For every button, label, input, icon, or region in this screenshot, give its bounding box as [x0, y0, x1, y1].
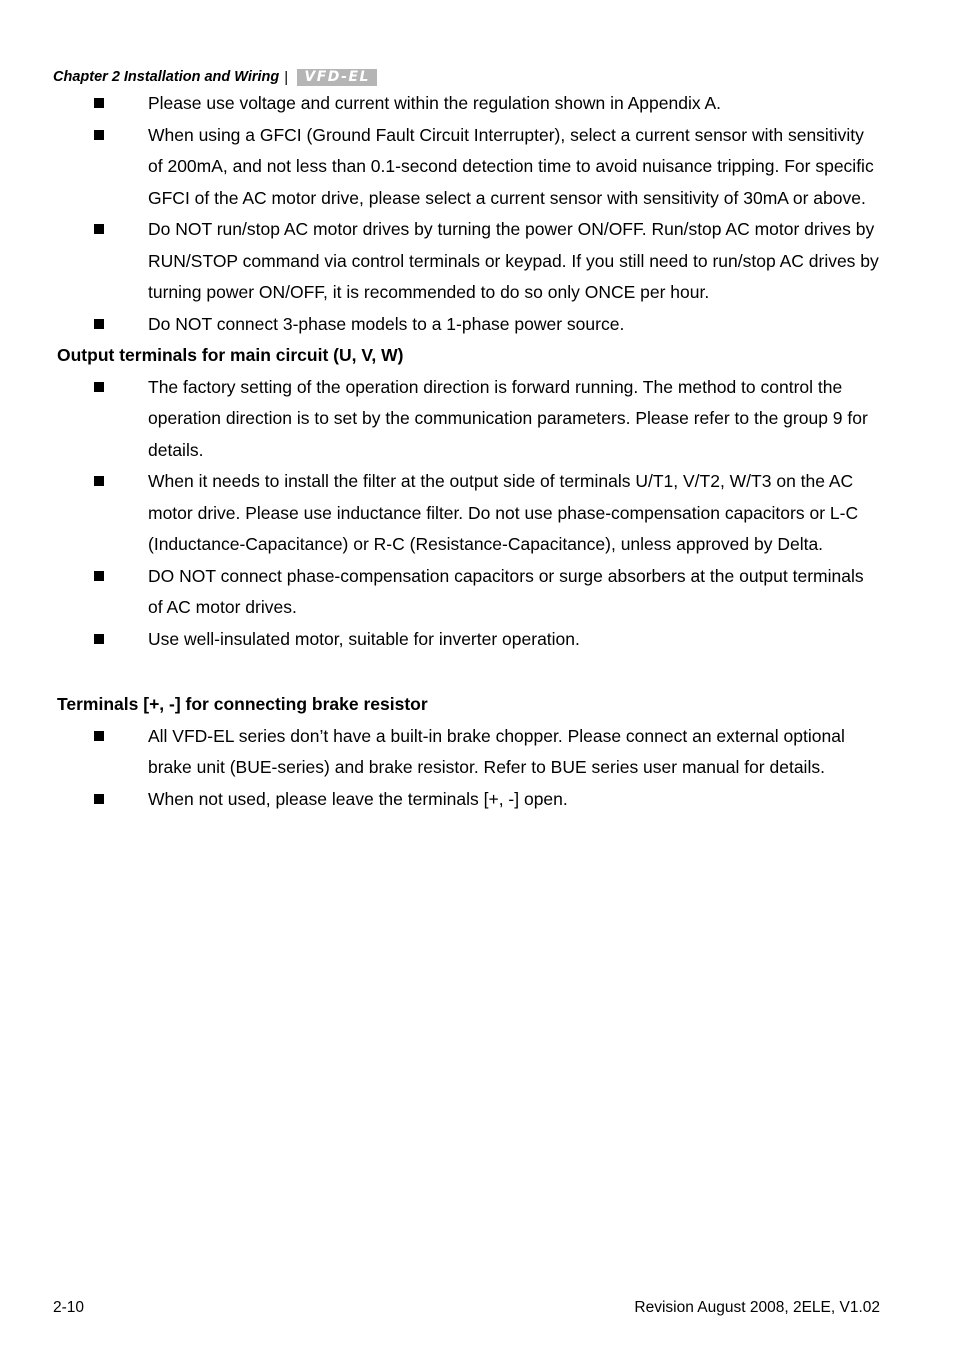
square-bullet-icon [94, 98, 104, 108]
list-item [0, 120, 954, 215]
list-item-text: All VFD-EL series don’t have a built-in brake chopper. Please connect an external optional brake unit (BUE-series) and brake resistor. Refer to BUE series user manual for details. [148, 725, 845, 777]
list-item-text: The factory setting of the operation direction is forward running. The method to control the operation direction is to set by the communication parameters. Please refer to the group 9 for details. [148, 376, 868, 460]
list-item-text: Do NOT connect 3-phase models to a 1-phase power source. [148, 313, 625, 334]
square-bullet-icon [94, 634, 104, 644]
square-bullet-icon [94, 224, 104, 234]
list-item [0, 721, 954, 784]
list-item-text: Do NOT run/stop AC motor drives by turning the power ON/OFF. Run/stop AC motor drives by RUN/STOP command via control terminals or keypad. If you still need to run/stop AC drives by turning power ON/OFF, it is recommended to do so only ONCE per hour. [148, 219, 879, 302]
list-item [0, 561, 954, 624]
square-bullet-icon [94, 382, 104, 392]
header-separator: | [284, 68, 289, 86]
square-bullet-icon [94, 571, 104, 581]
list-item [0, 214, 954, 309]
power-supply-notes-list [0, 88, 954, 340]
list-item-text: When using a GFCI (Ground Fault Circuit Interrupter), select a current sensor with sensitivity of 200mA, and not less than 0.1-second detection time to avoid nuisance tripping. For specific GFCI of the AC motor drive, please select a current sensor with sensitivity of 30mA or above. [148, 124, 874, 208]
list-item [0, 784, 954, 816]
page-header [53, 66, 377, 88]
brake-resistor-heading: Terminals [+, -] for connecting brake resistor [57, 694, 428, 714]
list-item-text: When it needs to install the filter at the output side of terminals U/T1, V/T2, W/T3 on the AC motor drive. Please use inductance filter. Do not use phase-compensation capacitors or L-C (Inductance-Capacitance) or R-C (Resistance-Capacitance), unless approved by Delta. [148, 471, 859, 554]
page-number: 2-10 [53, 1299, 85, 1316]
output-terminals-list [0, 372, 954, 656]
page-content [0, 88, 954, 815]
brake-resistor-list [0, 721, 954, 816]
chapter-title: Chapter 2 Installation and Wiring [53, 69, 280, 85]
list-item [0, 466, 954, 561]
logo-text: VFD-EL [304, 68, 370, 85]
list-item-text: Please use voltage and current within the regulation shown in Appendix A. [148, 93, 722, 113]
revision-info: Revision August 2008, 2ELE, V1.02 [634, 1299, 880, 1316]
square-bullet-icon [94, 319, 104, 329]
output-terminals-heading: Output terminals for main circuit (U, V, W) [57, 345, 404, 365]
square-bullet-icon [94, 731, 104, 741]
list-item [0, 309, 954, 341]
list-item [0, 88, 954, 120]
section-spacer [0, 655, 954, 689]
square-bullet-icon [94, 794, 104, 804]
square-bullet-icon [94, 130, 104, 140]
square-bullet-icon [94, 476, 104, 486]
list-item [0, 372, 954, 467]
vfd-el-logo [297, 69, 377, 86]
list-item-text: DO NOT connect phase-compensation capacitors or surge absorbers at the output terminals of AC motor drives. [148, 565, 864, 617]
list-item [0, 624, 954, 656]
list-item-text: Use well-insulated motor, suitable for inverter operation. [148, 628, 580, 649]
list-item-text: When not used, please leave the terminals [+, -] open. [148, 788, 568, 809]
